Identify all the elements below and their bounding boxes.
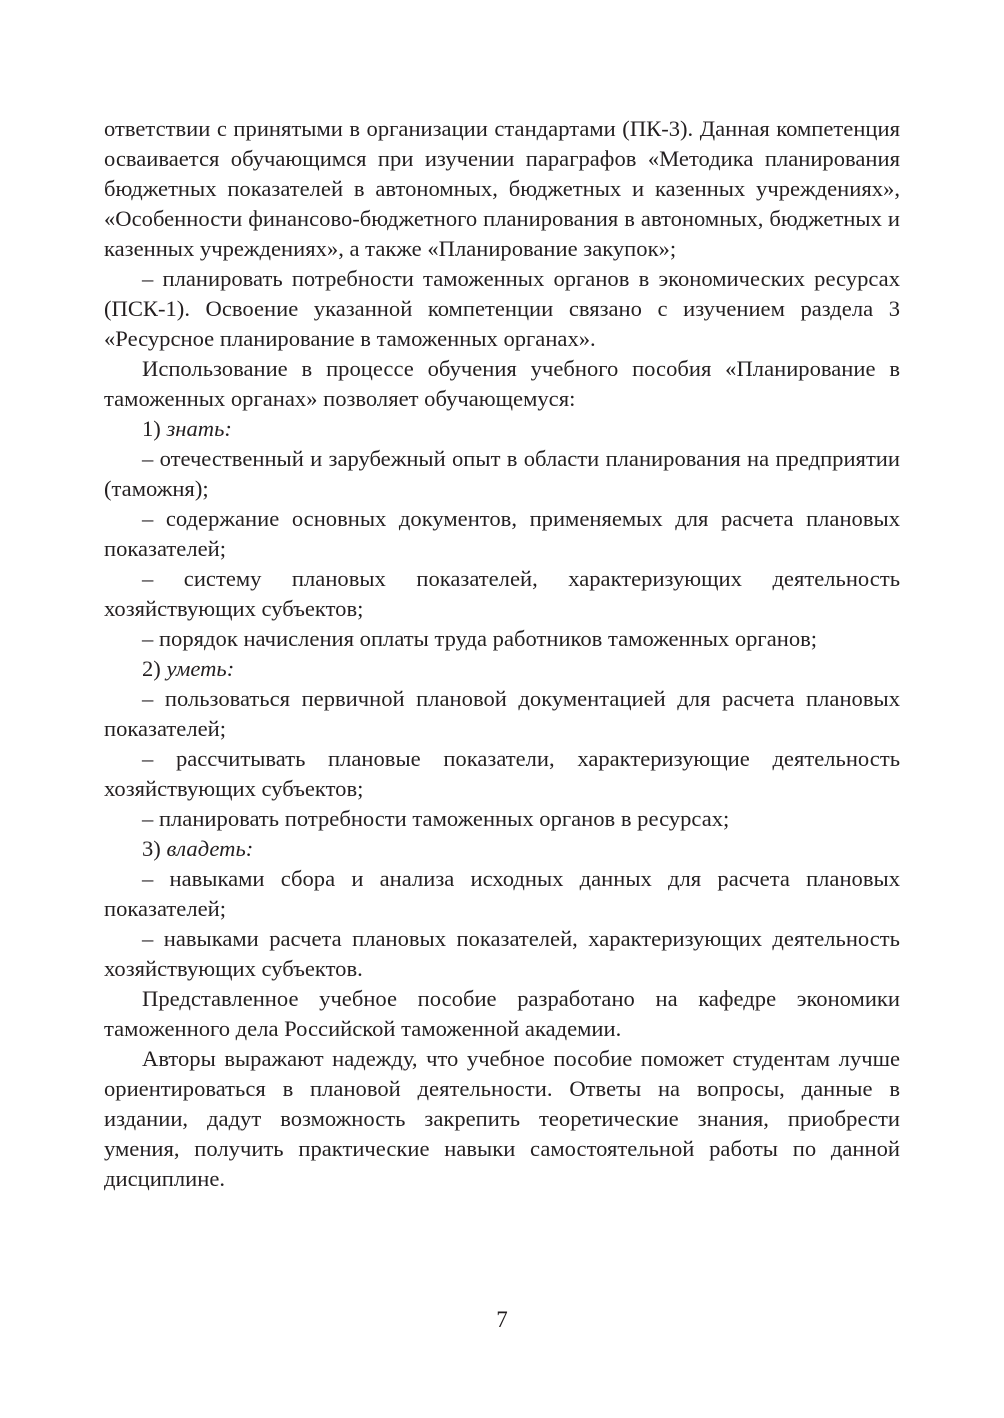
list-item: – содержание основных документов, применяемых для расчета плановых показателей;	[104, 506, 900, 561]
page-number: 7	[496, 1307, 508, 1332]
paragraph-authors-hope: Авторы выражают надежду, что учебное пособие поможет студентам лучше ориентироваться в плановой деятельности. Ответы на вопросы, данные в издании, дадут возможность закрепить теоретические знания, приобрести умения, получить практические навыки самостоятельной работы по данной дисциплине.	[104, 1046, 900, 1191]
list-item: – планировать потребности таможенных органов в ресурсах;	[142, 806, 730, 831]
paragraph-competence-pk3: ответствии с принятыми в организации стандартами (ПК-3). Данная компетенция осваивается обучающимся при изучении параграфов «Методика планирования бюджетных показателей в автономных, бюджетных и казенных учреждениях», «Особенности финансово-бюджетного планирования в автономных, бюджетных и казенных учреждениях», а также «Планирование закупок»;	[104, 116, 900, 261]
list-item: – навыками расчета плановых показателей, характеризующих деятельность хозяйствующих субъектов.	[104, 926, 900, 981]
paragraph-competence-psk1: – планировать потребности таможенных органов в экономических ресурсах (ПСК-1). Освоение указанной компетенции связано с изучением раздела 3 «Ресурсное планирование в таможенных органах».	[104, 266, 900, 351]
list-item: – навыками сбора и анализа исходных данных для расчета плановых показателей;	[104, 866, 900, 921]
list-number: 2)	[142, 656, 167, 681]
paragraph-usage-intro: Использование в процессе обучения учебного пособия «Планирование в таможенных органах» позволяет обучающемуся:	[104, 356, 900, 411]
list-item: – систему плановых показателей, характеризующих деятельность хозяйствующих субъектов;	[104, 566, 900, 621]
list-heading-master	[104, 834, 900, 864]
list-number: 1)	[142, 416, 167, 441]
list-number: 3)	[142, 836, 167, 861]
list-item: – пользоваться первичной плановой документацией для расчета плановых показателей;	[104, 686, 900, 741]
list-item: – отечественный и зарубежный опыт в области планирования на предприятии (таможня);	[104, 446, 900, 501]
list-item: – рассчитывать плановые показатели, характеризующие деятельность хозяйствующих субъектов;	[104, 746, 900, 801]
list-heading-word: уметь:	[166, 656, 235, 681]
list-heading-word: знать:	[166, 416, 232, 441]
paragraph-department: Представленное учебное пособие разработано на кафедре экономики таможенного дела Российской таможенной академии.	[104, 986, 900, 1041]
list-heading-be-able	[104, 654, 900, 684]
list-item: – порядок начисления оплаты труда работников таможенных органов;	[142, 626, 818, 651]
list-heading-know	[104, 414, 900, 444]
page-body	[104, 114, 900, 1194]
list-heading-word: владеть:	[166, 836, 254, 861]
